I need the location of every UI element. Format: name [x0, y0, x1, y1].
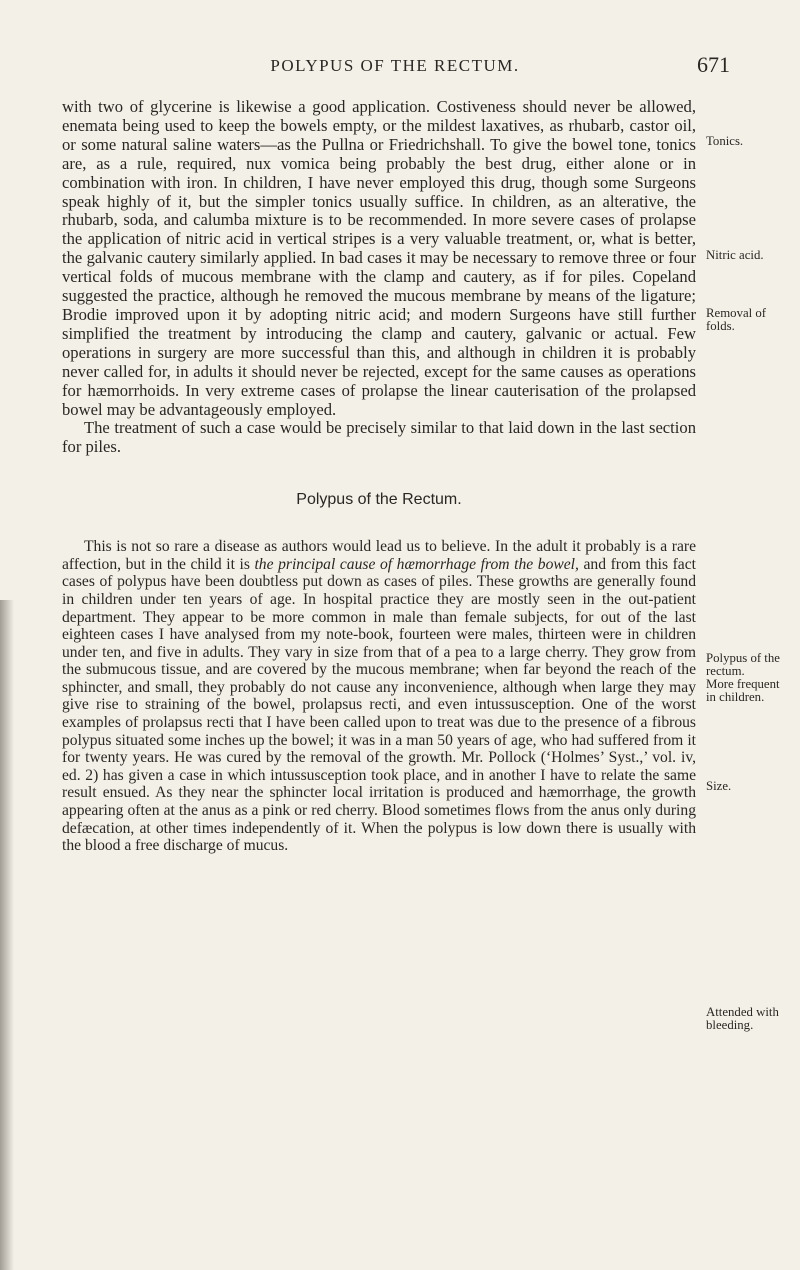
section-heading: Polypus of the Rectum. [296, 491, 462, 509]
margin-note-polypus: Polypus of the rectum. [706, 651, 780, 679]
running-head [60, 50, 730, 80]
margin-note-nitric-acid: Nitric acid. [706, 248, 764, 262]
text-column [62, 98, 696, 855]
polypus-text-b: and from this fact cases of polypus have been doubtless put down as cases of piles. These growths are generally found in children under ten years of age. In hospital practice they are mostly seen in the out-patient department. They appear to be more common in male than female subjects, for out of the last eighteen cases I have analysed from my note-book, fourteen were males, thirteen were in children under ten, and five in adults. They vary in size from that of a pea to a large cherry. They grow from the submucous tissue, and are covered by the mucous membrane; when far beyond the reach of the sphincter, and small, they probably do not cause any inconvenience, although when large they may give rise to straining of the bowel, prolapsus recti, and even intussusception. One of the worst examples of prolapsus recti that I have been called upon to treat was due to the presence of a fibrous polypus situated some inches up the bowel; it was in a man 50 years of age, who had suffered from it for twenty years. He was cured by the removal of the growth. Mr. Pollock (‘Holmes’ Syst.,’ vol. iv, ed. 2) has given a case in which intussusception took place, and in another I have to relate the same result ensued. As they near the sphincter local irritation is produced and hæmorrhage, the growth appearing often at the anus as a pink or red cherry. Blood sometimes flows from the anus only during defæcation, at other times independently of it. When the polypus is low down there is usually with the blood a free discharge of mucus. [62, 555, 696, 855]
margin-note-size: Size. [706, 779, 732, 793]
binding-shadow [0, 600, 14, 1270]
margin-note-frequent: More frequent in children. [706, 677, 780, 705]
polypus-emphasis: the principal cause of hæmorrhage from the bowel, [254, 555, 579, 573]
running-title: POLYPUS OF THE RECTUM. [270, 56, 520, 75]
page-number: 671 [697, 52, 730, 77]
polypus-text-a: This is not so rare a disease as authors would lead us to believe. In the adult it probably is a rare affection, but in the child it is [62, 538, 696, 573]
margin-note-removal: Removal of folds. [706, 306, 767, 334]
margin-note-tonics: Tonics. [706, 134, 744, 148]
paragraph-prolapse-treatment: with two of glycerine is likewise a good application. Costiveness should never be allowed, enemata being used to keep the bowels empty, or the mildest laxatives, as rhubarb, castor oil, or some natural saline waters—as the Pullna or Friedrichshall. To give the bowel tone, tonics are, as a rule, required, nux vomica being probably the best drug, either alone or in combination with iron. In children, I have never employed this drug, though some Surgeons speak highly of it, but the simpler tonics usually suffice. In children, as an alterative, the rhubarb, soda, and calumba mixture is to be recommended. In more severe cases of prolapse the application of nitric acid in vertical stripes is a very valuable treatment, or, what is better, the galvanic cautery similarly applied. In bad cases it may be necessary to remove three or four vertical folds of mucous membrane with the clamp and cautery, as if for piles. Copeland suggested the practice, although he removed the mucous membrane by means of the ligature; Brodie improved upon it by adopting nitric acid; and modern Surgeons have still further simplified the treatment by introducing the clamp and cautery, galvanic or actual. Few operations in surgery are more successful than this, and although in children it is probably never called for, in adults it should never be rejected, except for the same causes as operations for hæmorrhoids. In very extreme cases of prolapse the linear cauterisation of the prolapsed bowel may be advantageously employed. [62, 97, 696, 419]
paragraph-polypus [62, 538, 696, 855]
paragraph-treatment-summary: The treatment of such a case would be precisely similar to that laid down in the last section for piles. [62, 418, 696, 457]
margin-note-attended: Attended with bleeding. [706, 1005, 779, 1033]
